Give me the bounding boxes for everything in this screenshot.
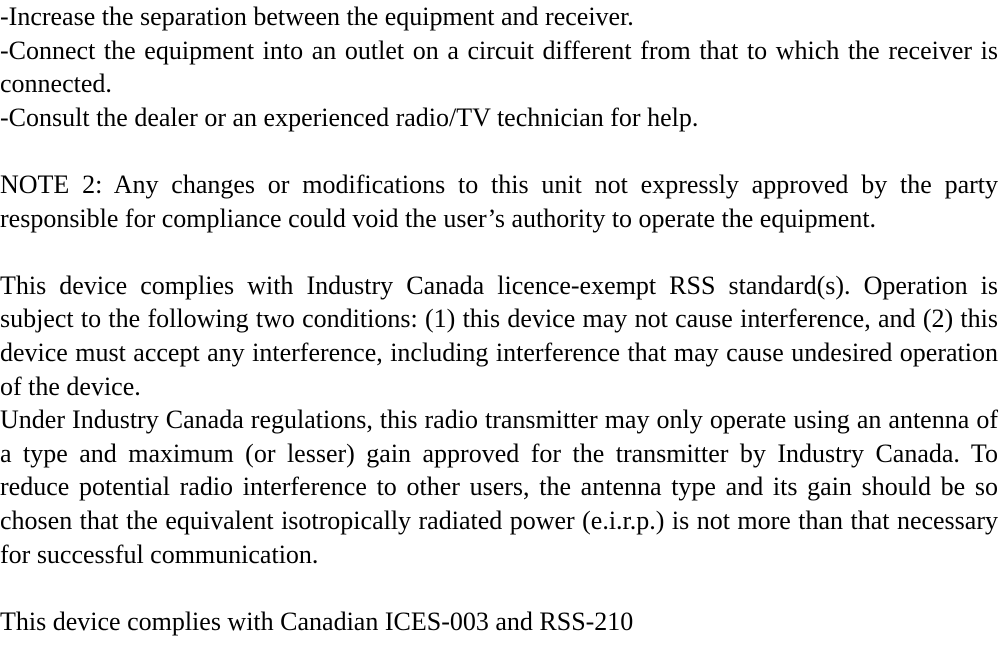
paragraph-connect-outlet: -Connect the equipment into an outlet on a circuit different from that to which the receiver is connected. <box>0 35 998 99</box>
paragraph-industry-canada-regulations: Under Industry Canada regulations, this radio transmitter may only operate using an antenna of a type and maximum (or lesser) gain approved for the transmitter by Industry Canada. To reduce potential radio interference to other users, the antenna type and its gain should be so chosen that the equivalent isotropically radiated power (e.i.r.p.) is not more than that necessary for successful communication. <box>0 405 998 569</box>
paragraph-note-2: NOTE 2: Any changes or modifications to this unit not expressly approved by the party responsible for compliance could void the user’s authority to operate the equipment. <box>0 169 998 233</box>
paragraph-consult-dealer: -Consult the dealer or an experienced radio/TV technician for help. <box>0 102 699 132</box>
paragraph-ices-003: This device complies with Canadian ICES-003 and RSS-210 <box>0 606 634 636</box>
paragraph-increase-separation: -Increase the separation between the equipment and receiver. <box>0 2 634 31</box>
paragraph-industry-canada-compliance: This device complies with Industry Canada licence-exempt RSS standard(s). Operation is subject to the following two conditions: (1) this device may not cause interference, and (2) this device must accept any interference, including interference that may cause undesired operation of the device. <box>0 270 998 401</box>
